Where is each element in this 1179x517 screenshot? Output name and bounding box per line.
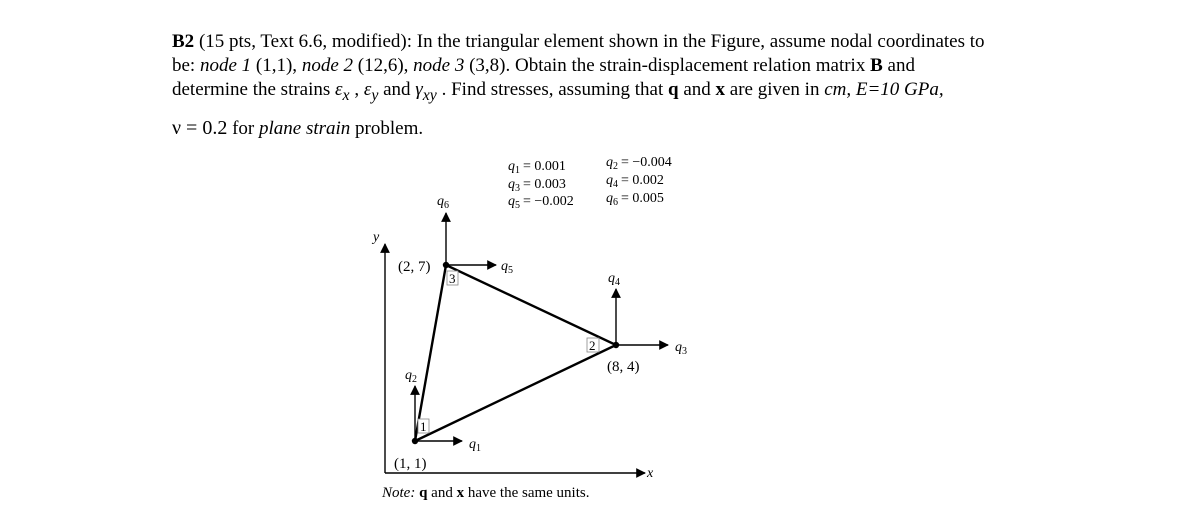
node-3-coordinate: (2, 7) [398, 259, 431, 275]
node-1-coordinate: (1, 1) [394, 456, 427, 472]
node1-label: node 1 [199, 55, 252, 76]
q5-value-entry: $q_5 = -0.002$ [508, 194, 574, 211]
units-note: Note: q and x have the same units. [382, 485, 590, 501]
epsilon-x-subscript: x [342, 86, 350, 104]
epsilon-y-subscript: y [371, 86, 379, 104]
problem-word: problem. [350, 117, 424, 139]
epsilon-y-symbol: ε [363, 79, 372, 100]
node3-coord-text: (3,8). Obtain the strain-displacement relation matrix [464, 55, 871, 76]
node3-label: node 3 [413, 55, 465, 76]
q-symbol: q [668, 79, 679, 100]
comma-text: , [349, 79, 364, 100]
node2-coord-text: (12,6), [353, 55, 414, 76]
node1-coord-text: (1,1), [251, 55, 302, 76]
node-2-number-box [587, 338, 599, 353]
x-axis-label: x [647, 466, 654, 481]
node2-label: node 2 [301, 55, 353, 76]
q5-label: $q_5$ [501, 259, 513, 276]
and-text-2: and [378, 79, 416, 100]
q1-label: $q_1$ [469, 437, 481, 454]
x-symbol: x [715, 79, 726, 100]
q4-label: $q_4$ [608, 271, 620, 288]
for-text: for [227, 117, 259, 139]
node-2-coordinate: (8, 4) [607, 359, 640, 375]
plane-strain-text: plane strain [258, 117, 351, 139]
node-3-number-box [447, 271, 458, 286]
q3-label: $q_3$ [675, 340, 687, 357]
q1-value-entry: $q_1 = 0.001$ [508, 159, 566, 176]
determine-text: determine the strains [172, 79, 336, 100]
svg-text:3: 3 [449, 271, 456, 286]
q2-value-entry: $q_2 = -0.004$ [606, 155, 672, 172]
gamma-symbol: γ [415, 79, 423, 100]
epsilon-x-symbol: ε [335, 79, 343, 100]
gamma-subscript: xy [422, 86, 437, 104]
cm-unit: cm [824, 79, 847, 100]
q2-label: $q_2$ [405, 368, 417, 385]
q4-value-entry: $q_4 = 0.002$ [606, 173, 664, 190]
be-text: be: [172, 55, 200, 76]
problem-header: (15 pts, Text 6.6, modified): In the triangular element shown in the Figure, assume nodal coordinates to [198, 31, 985, 52]
b-matrix-symbol: B [870, 55, 883, 76]
and-text-3: and [678, 79, 716, 100]
q6-label: $q_6$ [437, 194, 449, 211]
q-values-table [508, 155, 672, 211]
find-text: . Find stresses, assuming that [436, 79, 669, 100]
y-axis-label: y [373, 230, 380, 245]
elastic-modulus-text: , E=10 GPa, [846, 79, 944, 100]
q3-value-entry: $q_3 = 0.003$ [508, 177, 566, 194]
poisson-ratio-text: ν = 0.2 [172, 116, 228, 139]
node-1-number-box [418, 419, 429, 434]
q6-value-entry: $q_6 = 0.005$ [606, 191, 664, 208]
svg-text:2: 2 [589, 338, 596, 353]
and-text: and [882, 55, 915, 76]
triangle-element [415, 265, 616, 441]
svg-text:1: 1 [420, 419, 427, 434]
problem-id: B2 [172, 31, 195, 52]
given-text: are given in [725, 79, 825, 100]
